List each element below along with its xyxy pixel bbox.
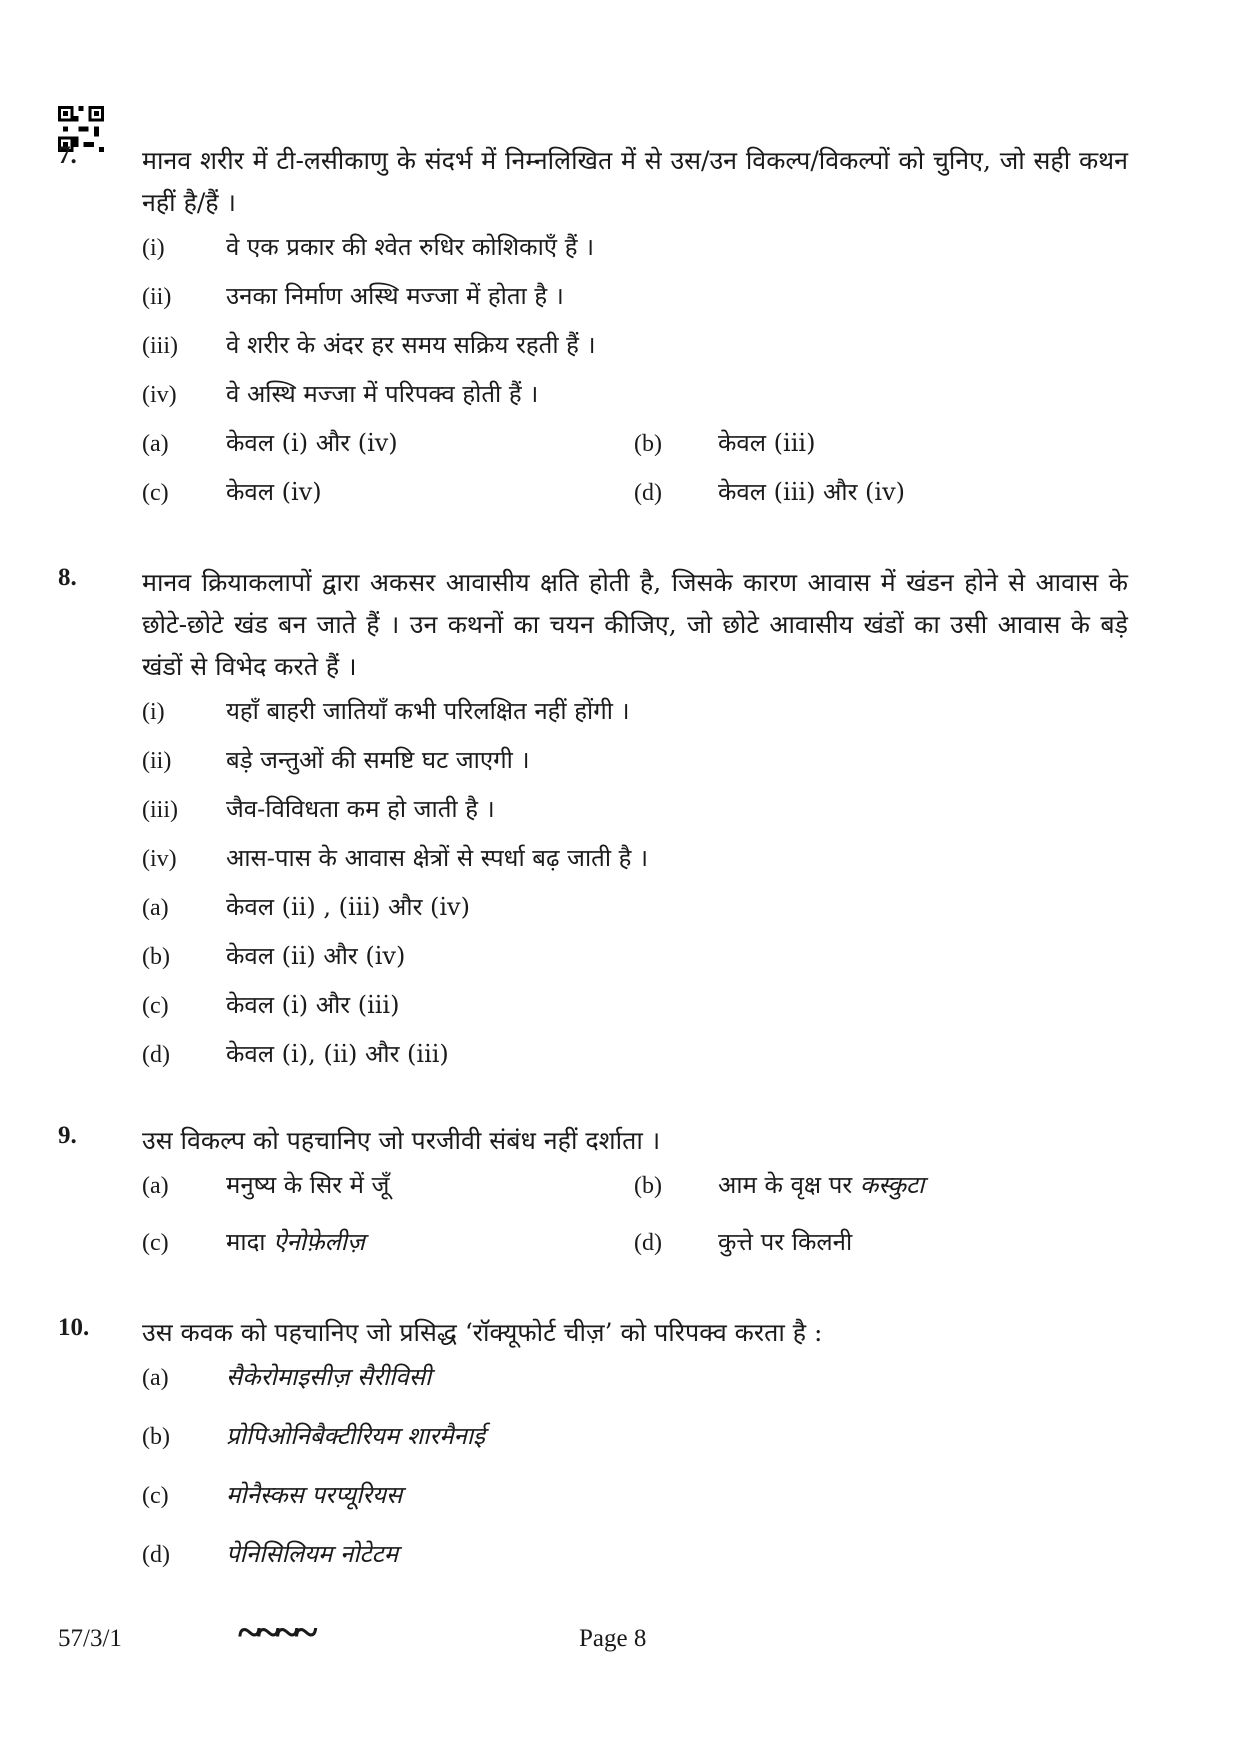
question-text: मानव क्रियाकलापों द्वारा अकसर आवासीय क्षति होती है, जिसके कारण आवास में खंडन होने से आवास के छोटे-छोटे खंड बन जाते हैं । उन कथनों का चयन कीजिए, जो छोटे आवासीय खंडों का उसी आवास के बड़े खंडों से विभेद करते हैं । (142, 568, 1128, 681)
option-item (142, 426, 634, 475)
option-label: (d) (142, 1542, 170, 1568)
option-text: सैकेरोमाइसीज़ सैरीविसी (226, 1363, 432, 1391)
statement-text: जैव-विविधता कम हो जाती है । (226, 795, 495, 823)
statement-text: वे एक प्रकार की श्वेत रुधिर कोशिकाएँ हैं । (226, 233, 595, 261)
option-item (142, 890, 1128, 939)
option-text: केवल (i), (ii) और (iii) (226, 1040, 449, 1068)
statement-text: उनका निर्माण अस्थि मज्जा में होता है । (226, 282, 564, 310)
option-text: केवल (ii) और (iv) (226, 942, 406, 970)
statement-item (142, 743, 1128, 792)
option-text (226, 1225, 365, 1258)
statement-list (142, 230, 1128, 426)
statement-item (142, 328, 1128, 377)
option-text: केवल (iii) और (iv) (718, 478, 906, 506)
option-label: (c) (142, 993, 169, 1019)
statement-label: (iv) (142, 382, 177, 408)
option-text: मनुष्य के सिर में जूँ (226, 1171, 390, 1199)
question-10 (58, 1312, 1128, 1596)
option-label: (b) (634, 431, 662, 457)
option-label: (d) (634, 480, 662, 506)
question-text: मानव शरीर में टी-लसीकाणु के संदर्भ में निम्नलिखित में से उस/उन विकल्प/विकल्पों को चुनिए, जो सही कथन नहीं है/हैं । (142, 146, 1128, 217)
option-item (142, 1225, 634, 1274)
option-text-italic: कस्कुटा (859, 1171, 925, 1199)
statement-label: (ii) (142, 748, 172, 774)
option-item (142, 475, 634, 524)
statement-text: वे शरीर के अंदर हर समय सक्रिय रहती हैं । (226, 331, 596, 359)
option-label: (b) (142, 944, 170, 970)
option-item (634, 475, 1126, 524)
option-label: (a) (142, 431, 169, 457)
statement-list (142, 694, 1128, 1086)
option-list (142, 426, 1128, 524)
tilde-ornament: ~~~~ (238, 1608, 314, 1657)
statement-item (142, 230, 1128, 279)
option-item (634, 1168, 1126, 1217)
option-item (142, 1537, 1128, 1596)
question-7 (58, 140, 1128, 524)
option-item (142, 1478, 1128, 1537)
question-text: उस कवक को पहचानिए जो प्रसिद्ध ‘रॉक्यूफोर्ट चीज़’ को परिपक्व करता है : (142, 1318, 823, 1347)
statement-text: आस-पास के आवास क्षेत्रों से स्पर्धा बढ़ जाती है । (226, 844, 649, 872)
option-item (142, 1419, 1128, 1478)
option-text: मोनैस्कस परप्यूरियस (226, 1481, 403, 1509)
statement-text: बड़े जन्तुओं की समष्टि घट जाएगी । (226, 746, 530, 774)
statement-label: (i) (142, 699, 165, 725)
option-text: प्रोपिओनिबैक्टीरियम शारमैनाई (226, 1422, 485, 1450)
statement-item (142, 377, 1128, 426)
option-text: केवल (i) और (iii) (226, 991, 400, 1019)
option-label: (a) (142, 1173, 169, 1199)
option-text: केवल (ii) , (iii) और (iv) (226, 893, 470, 921)
option-label: (a) (142, 895, 169, 921)
option-text-plain: मादा (226, 1228, 274, 1256)
statement-text: यहाँ बाहरी जातियाँ कभी परिलक्षित नहीं होंगी । (226, 697, 630, 725)
option-item (142, 939, 1128, 988)
statement-item (142, 841, 1128, 890)
option-label: (c) (142, 1483, 169, 1509)
question-number: 7. (58, 142, 77, 169)
option-text: कुत्ते पर किलनी (718, 1228, 853, 1256)
option-text: केवल (iv) (226, 478, 322, 506)
statement-label: (i) (142, 235, 165, 261)
option-list (142, 1360, 1128, 1596)
page-number: Page 8 (579, 1625, 647, 1652)
option-item (634, 1225, 1126, 1274)
option-text (718, 1168, 924, 1201)
question-number: 8. (58, 564, 77, 591)
option-label: (d) (142, 1042, 170, 1068)
question-9 (58, 1120, 1128, 1274)
option-text-italic: ऐनोफ़ेलीज़ (273, 1228, 365, 1256)
option-item (142, 1168, 634, 1217)
statement-item (142, 694, 1128, 743)
option-label: (b) (142, 1424, 170, 1450)
option-text: केवल (iii) (718, 429, 816, 457)
option-text-plain: आम के वृक्ष पर (718, 1171, 860, 1199)
statement-label: (iii) (142, 333, 178, 359)
option-label: (b) (634, 1173, 662, 1199)
statement-label: (iv) (142, 846, 177, 872)
option-text: पेनिसिलियम नोटेटम (226, 1540, 399, 1568)
option-label: (a) (142, 1365, 169, 1391)
option-label: (c) (142, 1230, 169, 1256)
option-label: (c) (142, 480, 169, 506)
option-list (142, 1168, 1128, 1274)
option-item (142, 988, 1128, 1037)
question-text: उस विकल्प को पहचानिए जो परजीवी संबंध नहीं दर्शाता । (142, 1126, 661, 1155)
statement-label: (ii) (142, 284, 172, 310)
question-8 (58, 562, 1128, 1086)
statement-item (142, 792, 1128, 841)
option-label: (d) (634, 1230, 662, 1256)
page-footer (58, 1608, 1128, 1665)
question-number: 9. (58, 1122, 77, 1149)
option-item (634, 426, 1126, 475)
option-item (142, 1360, 1128, 1419)
statement-text: वे अस्थि मज्जा में परिपक्व होती हैं । (226, 380, 539, 408)
option-text: केवल (i) और (iv) (226, 429, 398, 457)
option-item (142, 1037, 1128, 1086)
paper-code: 57/3/1 (58, 1625, 122, 1652)
statement-label: (iii) (142, 797, 178, 823)
statement-item (142, 279, 1128, 328)
question-number: 10. (58, 1314, 90, 1341)
